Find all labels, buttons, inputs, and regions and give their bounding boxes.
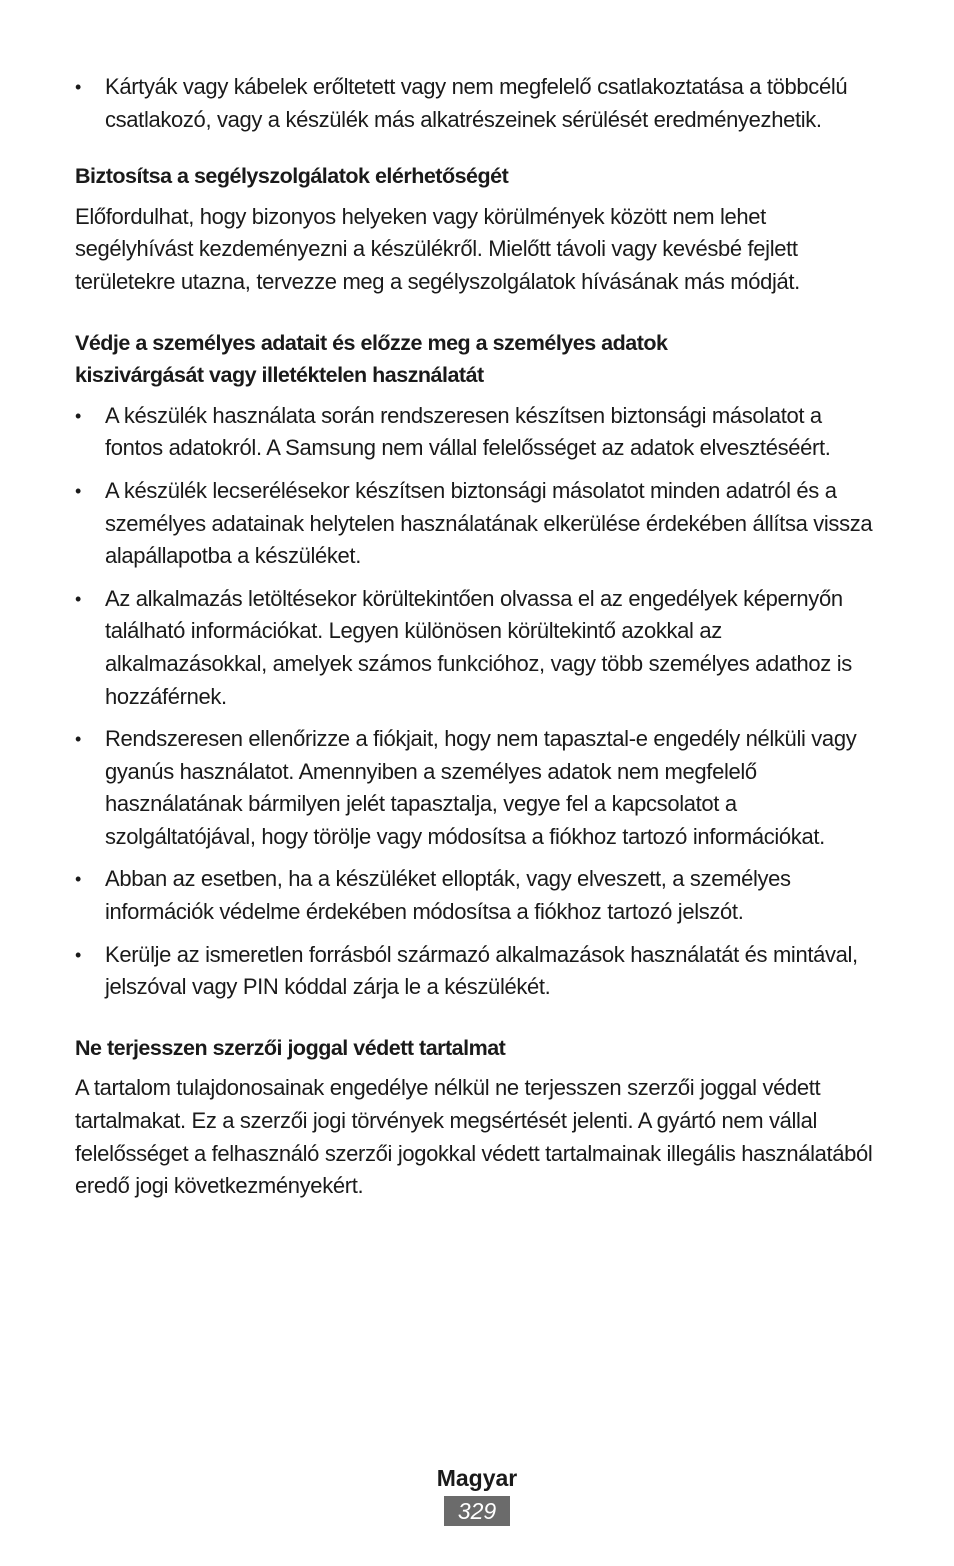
- list-item-text: A készülék használata során rendszeresen készítsen biztonsági másolatot a fontos adatokról. A Samsung nem vállal felelősséget az adatok elvesztéséért.: [105, 402, 831, 461]
- page-footer: [0, 1462, 954, 1526]
- section-heading: [75, 327, 885, 392]
- list-item: [75, 939, 885, 1004]
- list-item: [75, 71, 885, 136]
- list-item-text: Abban az esetben, ha a készüléket ellopták, vagy elveszett, a személyes információk védelme érdekében módosítsa a fiókhoz tartozó jelszót.: [105, 866, 791, 925]
- section-privacy: [75, 327, 885, 1004]
- list-item-text: Rendszeresen ellenőrizze a fiókjait, hogy nem tapasztal-e engedély nélküli vagy gyanús használatot. Amennyiben a személyes adatok nem megfelelő használatának bármilyen jelét tapasztalja, vegye fel a kapcsolatot a szolgáltatójával, hogy törölje vagy módosítsa a fiókhoz tartozó információkat.: [105, 726, 857, 849]
- document-page: [75, 71, 885, 1203]
- bullet-icon: •: [75, 729, 81, 750]
- privacy-bullet-list: [75, 400, 885, 1004]
- page-number-badge: 329: [444, 1496, 510, 1526]
- bullet-icon: •: [75, 588, 81, 609]
- bullet-icon: •: [75, 77, 81, 97]
- bullet-icon: •: [75, 405, 81, 426]
- section-heading: Biztosítsa a segélyszolgálatok elérhetőségét: [75, 164, 509, 189]
- list-item-text: Kártyák vagy kábelek erőltetett vagy nem megfelelő csatlakoztatása a többcélú csatlakozó, vagy a készülék más alkatrészeinek sérülését eredményezhetik.: [105, 74, 848, 132]
- list-item-text: Az alkalmazás letöltésekor körültekintően olvassa el az engedélyek képernyőn található információkat. Legyen különösen körültekintő azokkal az alkalmazásokkal, amelyek számos funkcióhoz, vagy több személyes adathoz is hozzáférnek.: [105, 585, 852, 709]
- list-item: [75, 723, 885, 853]
- heading-line-1: Védje a személyes adatait és előzze meg a személyes adatok: [75, 330, 668, 355]
- footer-language: Magyar: [436, 1465, 518, 1491]
- bullet-icon: •: [75, 869, 81, 890]
- list-item-text: Kerülje az ismeretlen forrásból származó alkalmazások használatát és mintával, jelszóval vagy PIN kóddal zárja le a készülékét.: [105, 941, 858, 1000]
- bullet-icon: •: [75, 944, 81, 965]
- section-body: Előfordulhat, hogy bizonyos helyeken vagy körülmények között nem lehet segélyhívást kezdeményezni a készülékről. Mielőtt távoli vagy kevésbé fejlett területekre utazna, tervezze meg a segélyszolgálatok hívásának más módját.: [75, 203, 800, 294]
- section-body: A tartalom tulajdonosainak engedélye nélkül ne terjesszen szerzői joggal védett tartalmakat. Ez a szerzői jogi törvények megsértését jelenti. A gyártó nem vállal felelősséget a felhasználó szerzői jogokkal védett tartalmainak illegális használatából eredő jogi következményekért.: [75, 1075, 873, 1199]
- bullet-icon: •: [75, 480, 81, 501]
- section-heading: Ne terjesszen szerzői joggal védett tartalmat: [75, 1035, 506, 1060]
- list-item: [75, 400, 885, 465]
- section-copyright: [75, 1032, 885, 1203]
- heading-line-2: kiszivárgását vagy illetéktelen használatát: [75, 363, 484, 388]
- list-item-text: A készülék lecserélésekor készítsen biztonsági másolatot minden adatról és a személyes adatainak helytelen használatának elkerülése érdekében állítsa vissza alapállapotba a készüléket.: [105, 477, 873, 569]
- list-item: [75, 583, 885, 713]
- section-emergency: [75, 160, 885, 298]
- list-item: [75, 863, 885, 928]
- list-item: [75, 475, 885, 573]
- intro-bullet-list: [75, 71, 885, 136]
